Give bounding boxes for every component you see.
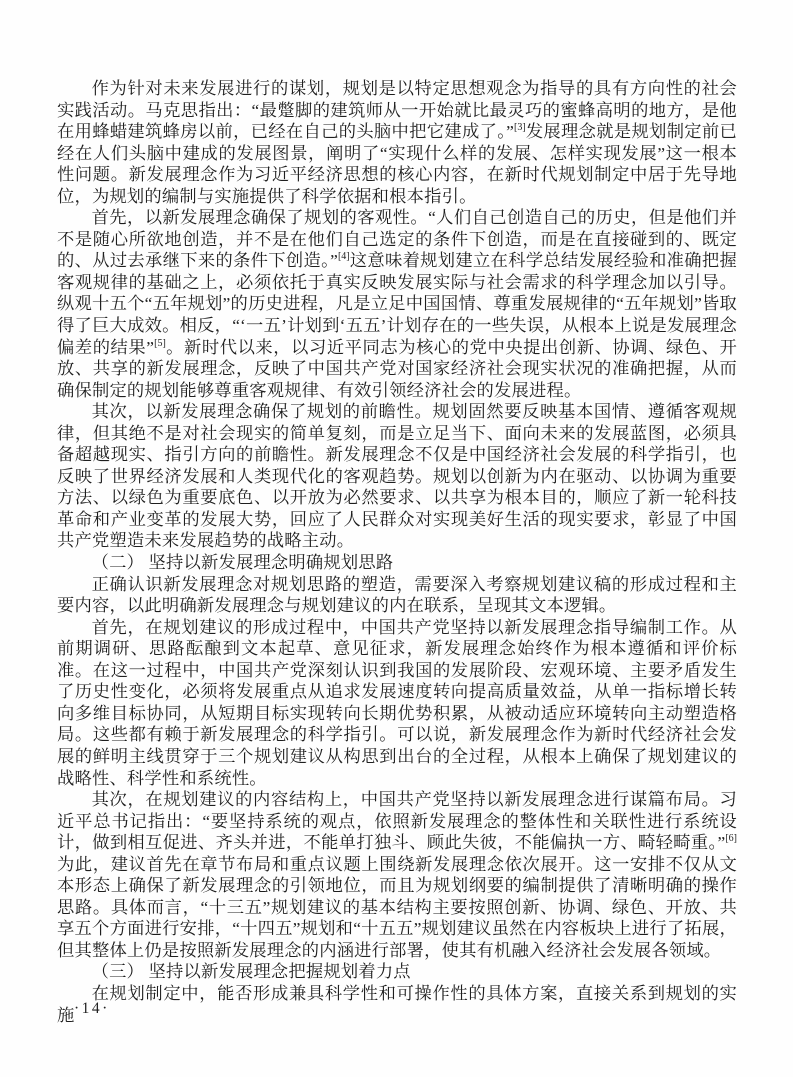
paragraph-6 <box>57 789 737 961</box>
page-number: ·14· <box>74 1000 110 1017</box>
paragraph-text: 发展理念就是规划制定前已经在人们头脑中建成的发展图景，阐明了“实现什么样的发展、怎样实现发展”这一根本性问题。新发展理念作为习近平经济思想的核心内容，在新时代规划制定中居于先导地位，为规划的编制与实施提供了科学依据和根本指引。 <box>57 122 737 206</box>
page-body <box>57 78 737 1026</box>
section-heading-3: （三） 坚持以新发展理念把握规划着力点 <box>91 962 411 982</box>
section-heading-2: （二） 坚持以新发展理念明确规划思路 <box>91 553 394 573</box>
footnote-ref-4: [4] <box>337 251 350 263</box>
paragraph-text: 首先，以新发展理念确保了规划的客观性。“人们自己创造自己的历史，但是他们并不是随心所欲地创造，并不是在他们自己选定的条件下创造，而是在直接碰到的、既定的、从过去承继下来的条件下创造。” <box>57 208 737 271</box>
paragraph-1 <box>57 78 737 207</box>
paragraph-text: 作为针对未来发展进行的谋划，规划是以特定思想观念为指导的具有方向性的社会实践活动。马克思指出：“最蹩脚的建筑师从一开始就比最灵巧的蜜蜂高明的地方，是他在用蜂蜡建筑蜂房以前，已经在自己的头脑中把它建成了。” <box>57 79 737 142</box>
footnote-ref-3: [3] <box>514 122 526 134</box>
footnote-ref-6: [6] <box>725 833 737 845</box>
paragraph-5: 首先，在规划建议的形成过程中，中国共产党坚持以新发展理念指导编制工作。从前期调研、思路酝酿到文本起草、意见征求，新发展理念始终作为根本遵循和评价标准。在这一过程中，中国共产党深刻认识到我国的发展阶段、宏观环境、主要矛盾发生了历史性变化，必须将发展重点从追求发展速度转向提高质量效益，从单一指标增长转向多维目标协同，从短期目标实现转向长期优势积累，从被动适应环境转向主动塑造格局。这些都有赖于新发展理念的科学指引。可以说，新发展理念作为新时代经济社会发展的鲜明主线贯穿于三个规划建议从构思到出台的全过程，从根本上确保了规划建议的战略性、科学性和系统性。 <box>57 617 737 788</box>
paragraph-7: 在规划制定中，能否形成兼具科学性和可操作性的具体方案，直接关系到规划的实施 <box>57 983 737 1025</box>
paragraph-text: 这意味着规划建立在科学总结发展经验和准确把握客观规律的基础之上，必须依托于真实反映发展实际与社会需求的科学理念加以引导。纵观十五个“五年规划”的历史进程，凡是立足中国国情、尊重发展规律的“五年规划”皆取得了巨大成效。相反，“‘一五’计划到‘五五’计划存在的一些失误，从根本上说是发展理念偏差的结果” <box>57 251 737 357</box>
paragraph-text: 为此，建议首先在章节布局和重点议题上围绕新发展理念依次展开。这一安排不仅从文本形态上确保了新发展理念的引领地位，而且为规划纲要的编制提供了清晰明确的操作思路。具体而言，“十三五”规划建议的基本结构主要按照创新、协调、绿色、开放、共享五个方面进行安排，“十四五”规划和“十五五”规划建议虽然在内容板块上进行了拓展，但其整体上仍是按照新发展理念的内涵进行部署，使其有机融入经济社会发展各领域。 <box>57 854 737 960</box>
paragraph-4: 正确认识新发展理念对规划思路的塑造，需要深入考察规划建议稿的形成过程和主要内容，以此明确新发展理念与规划建议的内在联系，呈现其文本逻辑。 <box>57 574 737 616</box>
paragraph-3: 其次，以新发展理念确保了规划的前瞻性。规划固然要反映基本国情、遵循客观规律，但其绝不是对社会现实的简单复刻，而是立足当下、面向未来的发展蓝图，必须具备超越现实、指引方向的前瞻性。新发展理念不仅是中国经济社会发展的科学指引，也反映了世界经济发展和人类现代化的客观趋势。规划以创新为内在驱动、以协调为重要方法、以绿色为重要底色、以开放为必然要求、以共享为根本目的，顺应了新一轮科技革命和产业变革的发展大势，回应了人民群众对实现美好生活的现实要求，彰显了中国共产党塑造未来发展趋势的战略主动。 <box>57 402 737 551</box>
paragraph-text: 。新时代以来，以习近平同志为核心的党中央提出创新、协调、绿色、开放、共享的新发展理念，反映了中国共产党对国家经济社会现实状况的准确把握，从而确保制定的规划能够尊重客观规律、有效引领经济社会的发展进程。 <box>57 337 737 400</box>
footnote-ref-5: [5] <box>154 337 166 349</box>
paragraph-2 <box>57 207 737 401</box>
paragraph-text: 其次，在规划建议的内容结构上，中国共产党坚持以新发展理念进行谋篇布局。习近平总书记指出：“要坚持系统的观点，依照新发展理念的整体性和关联性进行系统设计，做到相互促进、齐头并进，不能单打独斗、顾此失彼，不能偏执一方、畸轻畸重。” <box>57 790 737 853</box>
